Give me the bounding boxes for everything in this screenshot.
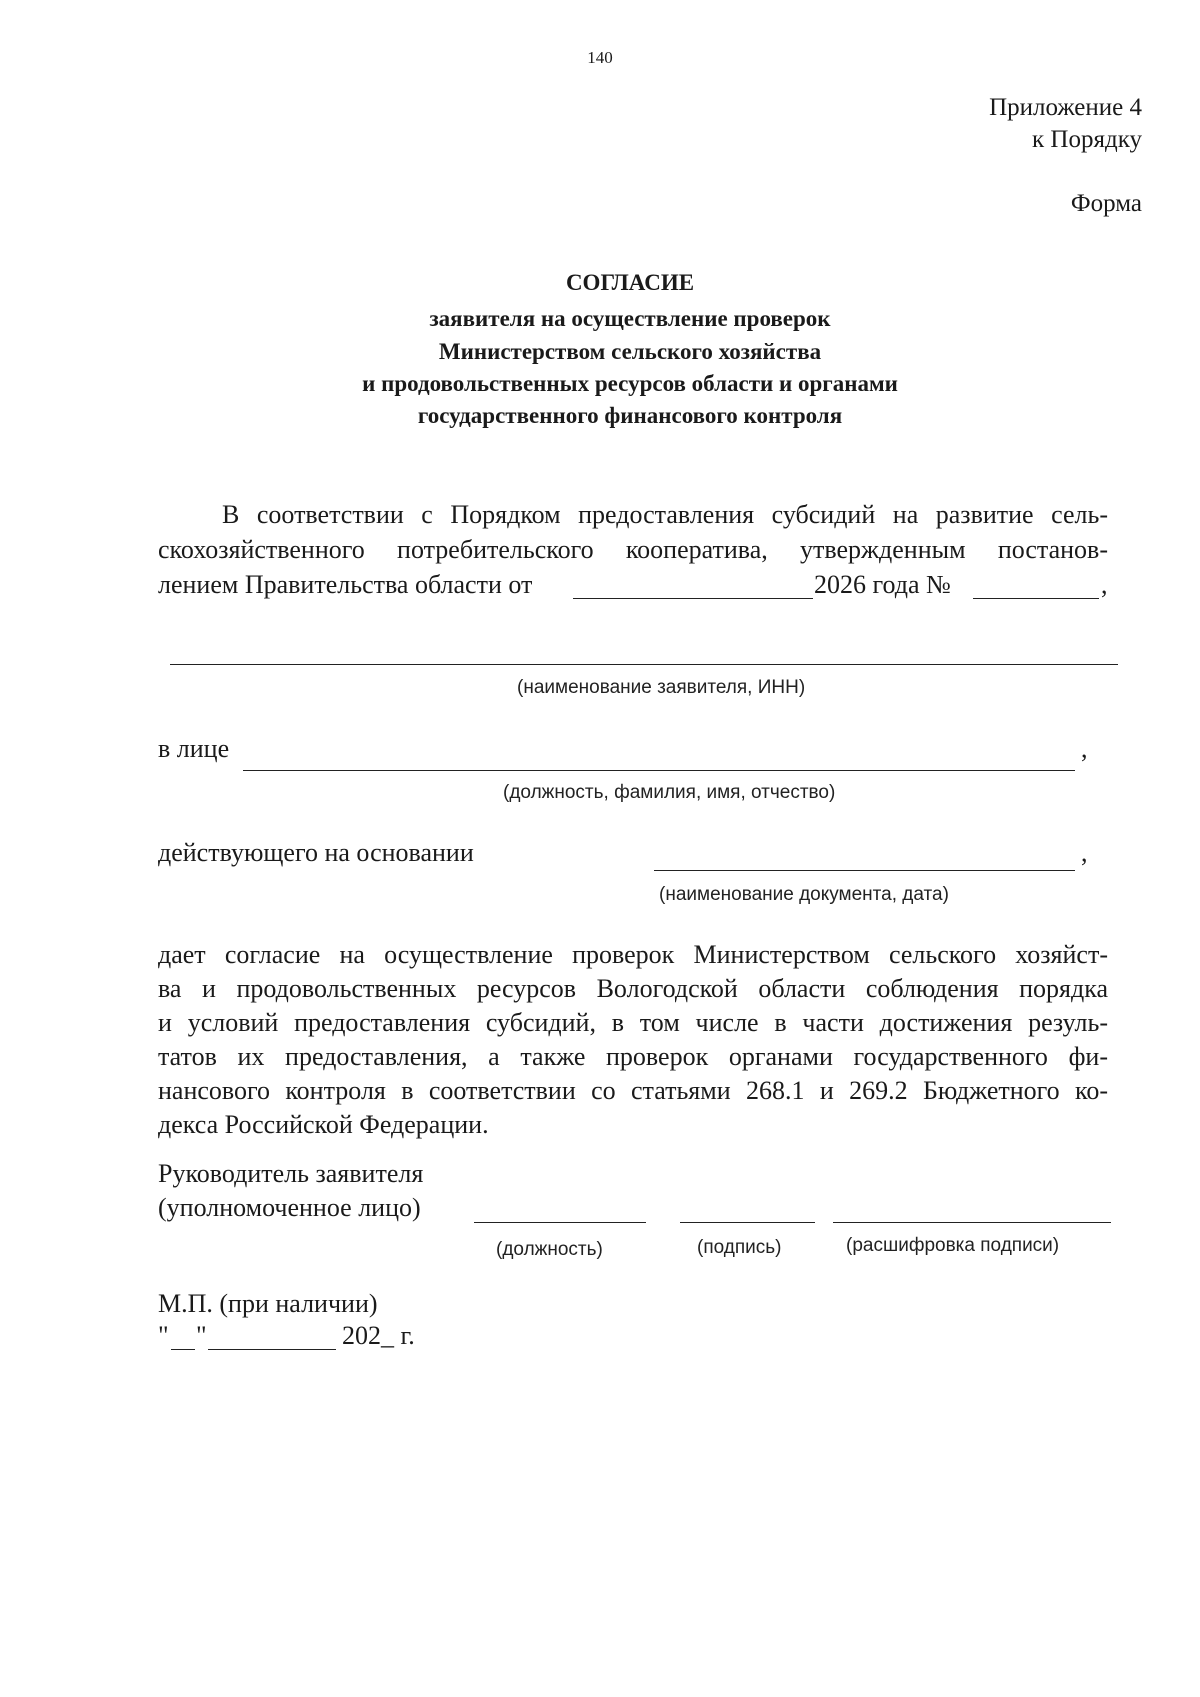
form-label: Форма [1070,190,1142,217]
consent-line-2: ва и продовольственных ресурсов Вологодской области соблюдения порядка [158,974,1108,1003]
position-caption: (должность) [496,1239,603,1260]
date-day-field[interactable] [171,1349,195,1350]
intro-line-3-year: 2026 года № [814,570,951,599]
title-line-3: и продовольственных ресурсов области и органами [362,371,898,396]
consent-line-4: татов их предоставления, а также проверок органами государственного фи- [158,1042,1108,1071]
acting-on-basis-label: действующего на основании [158,838,474,867]
signature-field[interactable] [680,1222,815,1223]
representative-caption: (должность, фамилия, имя, отчество) [503,782,836,803]
intro-line-3-start: лением Правительства области от [158,570,533,599]
date-open-quote: " [158,1321,169,1350]
to-order-label: к Порядку [1032,126,1142,153]
intro-line-2: скохозяйственного потребительского кооператива, утвержденным постанов- [158,535,1108,564]
title-main: СОГЛАСИЕ [565,270,695,295]
date-month-field[interactable] [208,1349,336,1350]
authorized-person-label: (уполномоченное лицо) [158,1193,421,1222]
consent-line-3: и условий предоставления субсидий, в том числе в части достижения резуль- [158,1008,1108,1037]
consent-line-6: декса Российской Федерации. [158,1110,489,1139]
head-label: Руководитель заявителя [158,1159,424,1188]
appendix-label: Приложение 4 [989,94,1142,121]
title-line-4: государственного финансового контроля [417,403,843,428]
representative-field[interactable] [243,770,1075,771]
signature-caption: (подпись) [697,1237,782,1258]
title-line-1: заявителя на осуществление проверок [429,306,831,331]
basis-document-caption: (наименование документа, дата) [659,884,949,905]
position-field[interactable] [474,1222,646,1223]
acting-on-basis-end: , [1081,838,1088,867]
applicant-caption: (наименование заявителя, ИНН) [517,677,806,698]
signature-decoding-caption: (расшифровка подписи) [846,1235,1060,1256]
intro-line-1: В соответствии с Порядком предоставления субсидий на развитие сель- [222,500,1108,529]
basis-document-field[interactable] [654,870,1075,871]
consent-line-5: нансового контроля в соответствии со статьями 268.1 и 269.2 Бюджетного ко- [158,1076,1108,1105]
page-number: 140 [587,48,613,67]
seal-label: М.П. (при наличии) [158,1289,378,1318]
date-year: 202_ г. [342,1321,415,1350]
order-number-field[interactable] [973,598,1099,599]
order-date-field[interactable] [573,598,813,599]
represented-by-label: в лице [158,734,230,763]
date-close-quote: " [196,1321,207,1350]
title-line-2: Министерством сельского хозяйства [438,339,822,364]
represented-by-end: , [1081,734,1088,763]
consent-line-1: дает согласие на осуществление проверок Министерством сельского хозяйст- [158,940,1108,969]
intro-line-3-end: , [1101,570,1108,599]
applicant-name-field[interactable] [170,664,1118,665]
signature-decoding-field[interactable] [833,1222,1111,1223]
